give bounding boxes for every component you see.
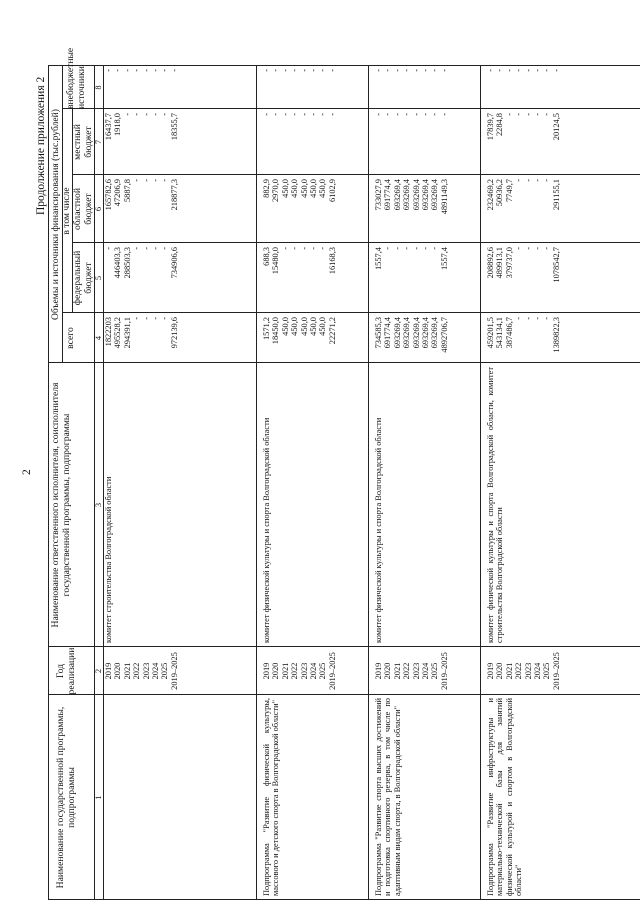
local-cell: - [421, 113, 430, 116]
program-name: Подпрограмма "Развитие физической культуры, массового и детского спорта в Волгоградской области" [262, 698, 281, 896]
local-cell: - [299, 113, 309, 116]
year-total-cell: 2019–2025 [551, 652, 561, 690]
total-cell: - [542, 317, 552, 320]
federal-cell: - [280, 247, 290, 250]
local-cell: - [122, 113, 132, 116]
year-cell: 2022 [402, 662, 412, 680]
federal-cell: - [318, 247, 328, 250]
col-num-3: 3 [94, 502, 103, 508]
total-cell: - [523, 317, 533, 320]
federal-cell: - [523, 247, 533, 250]
regional-cell: 450,0 [290, 179, 300, 198]
total-sum-cell: 22271,2 [327, 317, 337, 345]
federal-cell: - [160, 247, 170, 250]
total-cell: - [151, 317, 160, 320]
local-cell: - [533, 113, 542, 116]
federal-cell: - [104, 247, 113, 250]
header-total: всего [65, 327, 76, 349]
regional-cell: 733027,9 [374, 179, 383, 211]
col-num-7: 7 [94, 139, 103, 145]
extra-cell: - [411, 69, 421, 72]
federal-cell: - [299, 247, 309, 250]
local-cell: - [280, 113, 290, 116]
year-cell: 2021 [504, 662, 514, 680]
extra-cell: - [262, 69, 271, 72]
local-cell: - [402, 113, 412, 116]
extra-cell: - [523, 69, 533, 72]
year-cell: 2019 [374, 662, 383, 680]
header-year: Год реализации [55, 647, 77, 695]
year-cell: 2021 [280, 662, 290, 680]
total-cell: 693269,4 [421, 317, 430, 349]
year-cell: 2023 [523, 662, 533, 680]
extra-cell: - [504, 69, 514, 72]
regional-cell: 450,0 [318, 179, 328, 198]
header-executor: Наименование ответственного исполнителя, соисполнителя государственной программы, подпрограммы [50, 382, 72, 628]
federal-cell: - [151, 247, 160, 250]
year-cell: 2024 [151, 662, 160, 680]
col-num-8: 8 [94, 85, 103, 90]
header-federal: федеральный бюджет [72, 250, 94, 306]
executor-name: комитет физической культуры и спорта Волгоградской области, комитет строительства Волгоградской области [486, 367, 505, 643]
regional-cell: - [160, 179, 170, 182]
federal-cell: 15480,0 [271, 247, 281, 275]
federal-cell: - [421, 247, 430, 250]
year-cell: 2022 [290, 662, 300, 680]
year-cell: 2022 [514, 662, 524, 680]
federal-cell: - [132, 247, 142, 250]
extra-cell: - [122, 69, 132, 72]
year-cell: 2025 [542, 662, 552, 680]
regional-cell: - [542, 179, 552, 182]
header-local: местный бюджет [72, 124, 94, 160]
federal-cell: - [411, 247, 421, 250]
header-financing-group: Объемы и источники финансирования (тыс.рублей) [50, 109, 61, 320]
federal-cell: - [402, 247, 412, 250]
total-cell: - [141, 317, 151, 320]
year-cell: 2019 [262, 662, 271, 680]
section-line-1 [256, 66, 257, 900]
extra-sum-cell: - [439, 69, 449, 72]
year-total-cell: 2019–2025 [169, 652, 179, 690]
total-cell: 387486,7 [504, 317, 514, 349]
regional-cell: 693269,4 [411, 179, 421, 211]
extra-cell: - [514, 69, 524, 72]
year-cell: 2021 [122, 662, 132, 680]
total-cell: - [132, 317, 142, 320]
federal-cell: - [514, 247, 524, 250]
regional-cell: 450,0 [309, 179, 318, 198]
local-sum-cell: - [327, 113, 337, 116]
local-cell: - [411, 113, 421, 116]
extra-cell: - [430, 69, 440, 72]
regional-cell: 693269,4 [421, 179, 430, 211]
extra-cell: - [495, 69, 505, 72]
extra-cell: - [383, 69, 393, 72]
section-line-2 [368, 66, 369, 900]
total-cell: - [533, 317, 542, 320]
local-cell: - [132, 113, 142, 116]
federal-cell: - [430, 247, 440, 250]
local-cell: - [374, 113, 383, 116]
year-cell: 2020 [271, 662, 281, 680]
federal-cell: 379737,0 [504, 247, 514, 279]
year-total-cell: 2019–2025 [439, 652, 449, 690]
regional-cell: 450,0 [280, 179, 290, 198]
federal-cell: 288503,3 [122, 247, 132, 279]
extra-cell: - [542, 69, 552, 72]
year-cell: 2020 [495, 662, 505, 680]
federal-sum-cell: 1078542,7 [551, 247, 561, 283]
local-cell: - [160, 113, 170, 116]
year-cell: 2024 [533, 662, 542, 680]
total-cell: 693269,4 [430, 317, 440, 349]
federal-cell: 446403,3 [113, 247, 123, 279]
extra-cell: - [318, 69, 328, 72]
local-cell: - [262, 113, 271, 116]
total-cell: 693269,4 [402, 317, 412, 349]
col-num-6: 6 [94, 206, 103, 212]
regional-cell: 2970,0 [271, 179, 281, 203]
regional-cell: 691774,4 [383, 179, 393, 211]
col-num-2: 2 [94, 668, 103, 674]
total-cell: 18450,0 [271, 317, 281, 345]
local-cell: - [318, 113, 328, 116]
total-cell: 459201,5 [486, 317, 495, 349]
federal-sum-cell: 1557,4 [439, 247, 449, 271]
program-name: Подпрограмма "Развитие инфраструктуры и материально-технической базы для занятий физической культурой и спортом в Волгоградской области" [486, 698, 524, 896]
col-num-5: 5 [94, 275, 103, 281]
local-cell: - [151, 113, 160, 116]
executor-name: комитет строительства Волгоградской области [104, 476, 113, 643]
local-cell: - [290, 113, 300, 116]
year-cell: 2025 [318, 662, 328, 680]
regional-sum-cell: 6102,9 [327, 179, 337, 203]
year-cell: 2023 [299, 662, 309, 680]
federal-cell: - [141, 247, 151, 250]
regional-cell: 882,9 [262, 179, 271, 198]
executor-name: комитет физической культуры и спорта Волгоградской области [374, 417, 383, 643]
extra-cell: - [421, 69, 430, 72]
extra-cell: - [113, 69, 123, 72]
col-num-1: 1 [94, 795, 103, 800]
extra-cell: - [299, 69, 309, 72]
year-cell: 2019 [486, 662, 495, 680]
extra-cell: - [486, 69, 495, 72]
executor-name: комитет физической культуры и спорта Волгоградской области [262, 417, 271, 643]
extra-sum-cell: - [551, 69, 561, 72]
local-cell: - [271, 113, 281, 116]
extra-sum-cell: - [169, 69, 179, 72]
regional-cell: 693269,4 [402, 179, 412, 211]
regional-cell: 47206,9 [113, 179, 123, 207]
continuation-title: Продолжение приложения 2 [35, 76, 47, 215]
col-num-4: 4 [94, 335, 103, 341]
year-cell: 2020 [113, 662, 123, 680]
page-number: 2 [21, 469, 33, 475]
rotated-table-sheet [0, 47, 640, 905]
regional-cell: - [523, 179, 533, 182]
total-cell: 495528,2 [113, 317, 123, 349]
local-sum-cell: - [439, 113, 449, 116]
year-cell: 2020 [383, 662, 393, 680]
year-cell: 2021 [392, 662, 402, 680]
total-sum-cell: 4892706,7 [439, 317, 449, 353]
total-cell: 1571,2 [262, 317, 271, 341]
regional-sum-cell: 291155,1 [551, 179, 561, 211]
regional-cell: 5887,8 [122, 179, 132, 203]
regional-cell: - [514, 179, 524, 182]
section-line-3 [480, 66, 481, 900]
extra-cell: - [290, 69, 300, 72]
local-cell: - [523, 113, 533, 116]
federal-cell: - [392, 247, 402, 250]
total-cell: 294391,1 [122, 317, 132, 349]
local-cell: - [430, 113, 440, 116]
federal-cell: 688,3 [262, 247, 271, 266]
total-sum-cell: 1389822,3 [551, 317, 561, 353]
year-cell: 2019 [104, 662, 113, 680]
total-cell: 450,0 [309, 317, 318, 336]
total-cell: 691774,4 [383, 317, 393, 349]
total-sum-cell: 972139,6 [169, 317, 179, 349]
extra-cell: - [280, 69, 290, 72]
regional-cell: 232469,2 [486, 179, 495, 211]
regional-cell: 7749,7 [504, 179, 514, 203]
year-cell: 2022 [132, 662, 142, 680]
year-cell: 2024 [421, 662, 430, 680]
federal-sum-cell: 16168,3 [327, 247, 337, 275]
year-cell: 2025 [430, 662, 440, 680]
program-name: Подпрограмма "Развитие спорта высших достижений и подготовка спортивного резерва, в том числе по адаптивным видам спорта, в Волгоградской области" [374, 698, 402, 896]
local-cell: - [309, 113, 318, 116]
header-inclusive: в том числе [61, 187, 72, 235]
federal-cell: - [290, 247, 300, 250]
total-cell: 1822203 [104, 317, 113, 347]
regional-cell: - [141, 179, 151, 182]
extra-cell: - [309, 69, 318, 72]
total-cell: 450,0 [280, 317, 290, 336]
year-cell: 2023 [411, 662, 421, 680]
extra-cell: - [402, 69, 412, 72]
total-cell: 734585,3 [374, 317, 383, 349]
header-regional: областной бюджет [72, 188, 94, 231]
regional-cell: - [533, 179, 542, 182]
table-top-border [48, 66, 49, 900]
extra-cell: - [104, 69, 113, 72]
local-cell: - [542, 113, 552, 116]
local-cell: 16437,7 [104, 113, 113, 141]
federal-cell: - [309, 247, 318, 250]
extra-cell: - [141, 69, 151, 72]
local-sum-cell: 18355,7 [169, 113, 179, 141]
year-cell: 2023 [141, 662, 151, 680]
local-cell: - [504, 113, 514, 116]
total-cell: 543134,1 [495, 317, 505, 349]
regional-cell: 50936,2 [495, 179, 505, 207]
extra-cell: - [533, 69, 542, 72]
header-extrabudget: внебюджетные источники [65, 47, 87, 109]
local-cell: - [141, 113, 151, 116]
regional-cell: 165782,6 [104, 179, 113, 211]
total-cell: - [514, 317, 524, 320]
year-total-cell: 2019–2025 [327, 652, 337, 690]
local-sum-cell: 20124,5 [551, 113, 561, 141]
federal-cell: 208892,6 [486, 247, 495, 279]
extra-cell: - [374, 69, 383, 72]
total-cell: 450,0 [290, 317, 300, 336]
header-program-name: Наименование государственной программы, подпрограммы [55, 706, 77, 889]
total-cell: 693269,4 [392, 317, 402, 349]
federal-cell: 1557,4 [374, 247, 383, 271]
total-cell: - [160, 317, 170, 320]
extra-cell: - [392, 69, 402, 72]
extra-cell: - [132, 69, 142, 72]
total-cell: 450,0 [318, 317, 328, 336]
federal-sum-cell: 734906,6 [169, 247, 179, 279]
local-cell: - [392, 113, 402, 116]
col-line-0 [48, 899, 640, 900]
extra-cell: - [271, 69, 281, 72]
extra-cell: - [151, 69, 160, 72]
local-cell: 2284,8 [495, 113, 505, 137]
regional-cell: 693269,4 [430, 179, 440, 211]
federal-cell: - [383, 247, 393, 250]
regional-cell: - [151, 179, 160, 182]
col-line-8 [48, 65, 640, 66]
federal-cell: 489913,1 [495, 247, 505, 279]
year-cell: 2025 [160, 662, 170, 680]
local-cell: - [383, 113, 393, 116]
local-cell: 17839,7 [486, 113, 495, 141]
regional-sum-cell: 218877,3 [169, 179, 179, 211]
local-cell: - [514, 113, 524, 116]
federal-cell: - [533, 247, 542, 250]
extra-sum-cell: - [327, 69, 337, 72]
total-cell: 693269,4 [411, 317, 421, 349]
local-cell: 1918,0 [113, 113, 123, 137]
extra-cell: - [160, 69, 170, 72]
regional-cell: 450,0 [299, 179, 309, 198]
regional-sum-cell: 4891149,3 [439, 179, 449, 215]
total-cell: 450,0 [299, 317, 309, 336]
regional-cell: - [132, 179, 142, 182]
year-cell: 2024 [309, 662, 318, 680]
regional-cell: 693269,4 [392, 179, 402, 211]
federal-cell: - [542, 247, 552, 250]
